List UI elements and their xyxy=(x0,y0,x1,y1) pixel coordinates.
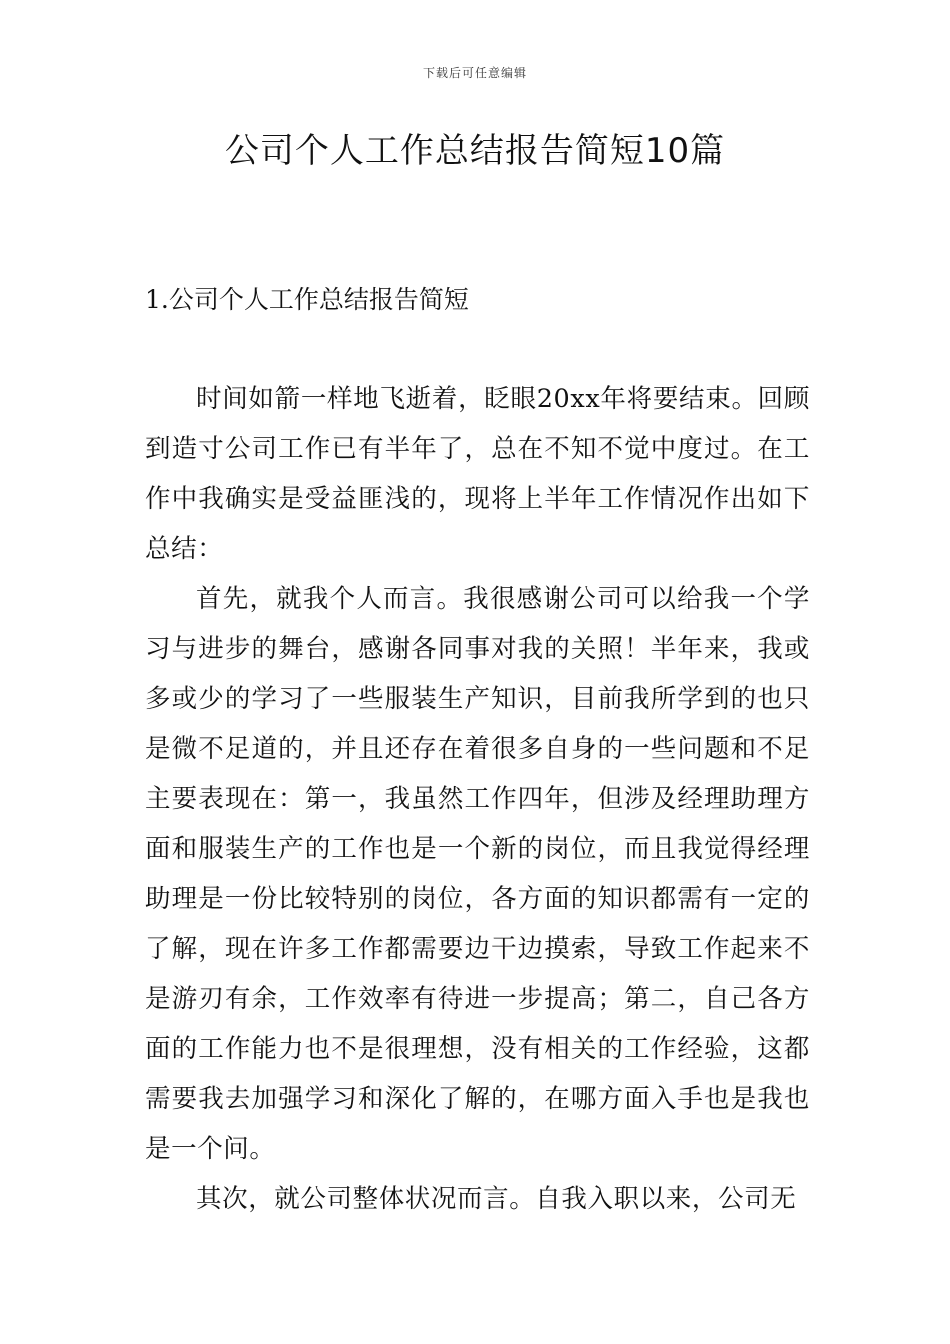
section-heading: 1.公司个人工作总结报告简短 xyxy=(145,285,469,314)
paragraph: 其次，就公司整体状况而言。自我入职以来，公司无 xyxy=(196,1184,797,1214)
document-title: 公司个人工作总结报告简短10篇 xyxy=(224,131,726,171)
paragraph: 时间如箭一样地飞逝着，眨眼20xx年将要结束。回顾到造寸公司工作已有半年了，总在不知不觉中度过。在工作中我确实是受益匪浅的，现将上半年工作情况作出如下总结： xyxy=(145,384,810,564)
header-note: 下载后可任意编辑 xyxy=(422,66,527,80)
body-text xyxy=(145,374,810,1224)
paragraph: 首先，就我个人而言。我很感谢公司可以给我一个学习与进步的舞台，感谢各同事对我的关照！半年来，我或多或少的学习了一些服装生产知识，目前我所学到的也只是微不足道的，并且还存在着很多自身的一些问题和不足主要表现在：第一，我虽然工作四年，但涉及经理助理方面和服装生产的工作也是一个新的岗位，而且我觉得经理助理是一份比较特别的岗位，各方面的知识都需有一定的了解，现在许多工作都需要边干边摸索，导致工作起来不是游刃有余，工作效率有待进一步提高；第二，自己各方面的工作能力也不是很理想，没有相关的工作经验，这都需要我去加强学习和深化了解的，在哪方面入手也是我也是一个问。 xyxy=(145,584,810,1164)
